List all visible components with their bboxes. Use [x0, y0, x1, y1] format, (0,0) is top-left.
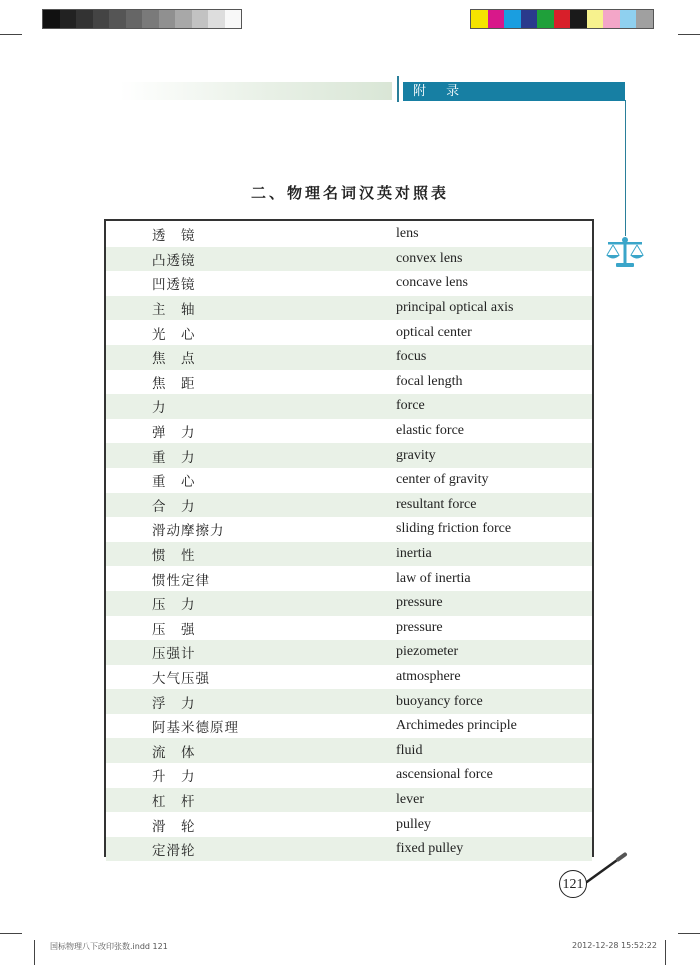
calibration-swatch [570, 10, 587, 28]
calibration-swatch [60, 10, 77, 28]
footer-timestamp: 2012-12-28 15:52:22 [572, 941, 657, 950]
chinese-term: 浮 力 [152, 695, 196, 712]
calibration-swatch [208, 10, 225, 28]
english-term: resultant force [396, 496, 477, 512]
table-row [106, 468, 592, 493]
english-term: pressure [396, 595, 443, 611]
crop-mark [0, 34, 22, 35]
table-row [106, 222, 592, 247]
table-row [106, 419, 592, 444]
chinese-term: 光 心 [152, 326, 196, 343]
chinese-term: 大气压强 [152, 670, 210, 687]
table-row [106, 837, 592, 862]
english-term: concave lens [396, 275, 468, 291]
calibration-swatch [537, 10, 554, 28]
table-row [106, 320, 592, 345]
table-row [106, 616, 592, 641]
calibration-swatch [471, 10, 488, 28]
english-term: focal length [396, 373, 463, 389]
chinese-term: 阿基米德原理 [152, 720, 239, 737]
english-term: force [396, 398, 425, 414]
table-row [106, 665, 592, 690]
table-row [106, 394, 592, 419]
english-term: piezometer [396, 644, 459, 660]
english-term: convex lens [396, 250, 463, 266]
section-header-tab: 附 录 [403, 82, 625, 101]
english-term: fixed pulley [396, 841, 464, 857]
chinese-term: 压 力 [152, 597, 196, 614]
header-separator [397, 76, 399, 102]
chinese-term: 滑 轮 [152, 818, 196, 835]
calibration-swatch [488, 10, 505, 28]
english-term: center of gravity [396, 472, 489, 488]
calibration-swatch [504, 10, 521, 28]
calibration-swatch [603, 10, 620, 28]
calibration-swatch [159, 10, 176, 28]
table-row [106, 640, 592, 665]
english-term: fluid [396, 742, 423, 758]
footer-filename: 国标物理八下改印张数.indd 121 [50, 942, 168, 951]
table-row [106, 566, 592, 591]
side-rule [625, 100, 626, 236]
table-row [106, 689, 592, 714]
crop-mark [0, 933, 22, 934]
calibration-swatch [554, 10, 571, 28]
calibration-swatch [620, 10, 637, 28]
english-term: pulley [396, 816, 431, 832]
calibration-swatch [109, 10, 126, 28]
calibration-swatch [76, 10, 93, 28]
glossary-table [104, 219, 594, 860]
calibration-swatch [521, 10, 538, 28]
calibration-swatch [175, 10, 192, 28]
page-number: 121 [559, 870, 587, 898]
table-row [106, 493, 592, 518]
calibration-swatch [225, 10, 242, 28]
chinese-term: 重 心 [152, 474, 196, 491]
crop-mark [678, 34, 700, 35]
english-term: optical center [396, 324, 472, 340]
chinese-term: 凸透镜 [152, 252, 196, 269]
english-term: lever [396, 791, 424, 807]
header-gradient-band [120, 82, 392, 100]
chinese-term: 合 力 [152, 498, 196, 515]
page-title: 二、物理名词汉英对照表 [250, 184, 449, 202]
crop-mark [665, 940, 666, 965]
calibration-swatch [43, 10, 60, 28]
english-term: Archimedes principle [396, 718, 517, 734]
chinese-term: 主 轴 [152, 302, 196, 319]
chinese-term: 杠 杆 [152, 793, 196, 810]
table-row [106, 443, 592, 468]
calibration-swatch [636, 10, 653, 28]
table-row [106, 296, 592, 321]
english-term: elastic force [396, 423, 465, 439]
chinese-term: 惯 性 [152, 548, 196, 565]
english-term: buoyancy force [396, 693, 483, 709]
chinese-term: 力 [152, 400, 167, 417]
table-row [106, 591, 592, 616]
chinese-term: 滑动摩擦力 [152, 523, 225, 540]
chinese-term: 弹 力 [152, 425, 196, 442]
english-term: inertia [396, 546, 432, 562]
calibration-swatch [126, 10, 143, 28]
table-row [106, 812, 592, 837]
color-calibration-bar [470, 9, 654, 29]
chinese-term: 凹透镜 [152, 277, 196, 294]
english-term: gravity [396, 447, 436, 463]
table-row [106, 542, 592, 567]
calibration-swatch [142, 10, 159, 28]
english-term: pressure [396, 619, 443, 635]
table-row [106, 345, 592, 370]
chinese-term: 惯性定律 [152, 572, 210, 589]
english-term: law of inertia [396, 570, 471, 586]
table-row [106, 370, 592, 395]
crop-mark [34, 940, 35, 965]
gray-calibration-bar [42, 9, 242, 29]
table-row [106, 738, 592, 763]
chinese-term: 流 体 [152, 744, 196, 761]
calibration-swatch [587, 10, 604, 28]
table-row [106, 517, 592, 542]
english-term: focus [396, 349, 427, 365]
table-row [106, 763, 592, 788]
english-term: atmosphere [396, 668, 461, 684]
chinese-term: 压 强 [152, 621, 196, 638]
chinese-term: 焦 点 [152, 351, 196, 368]
chinese-term: 升 力 [152, 769, 196, 786]
balance-scale-icon [604, 236, 646, 270]
pen-icon [580, 852, 628, 888]
table-row [106, 247, 592, 272]
english-term: sliding friction force [396, 521, 512, 537]
english-term: ascensional force [396, 767, 493, 783]
calibration-swatch [192, 10, 209, 28]
english-term: lens [396, 226, 419, 242]
crop-mark [678, 933, 700, 934]
chinese-term: 压强计 [152, 646, 196, 663]
chinese-term: 焦 距 [152, 375, 196, 392]
table-row [106, 714, 592, 739]
chinese-term: 透 镜 [152, 228, 196, 245]
table-row [106, 271, 592, 296]
english-term: principal optical axis [396, 300, 514, 316]
chinese-term: 重 力 [152, 449, 196, 466]
table-row [106, 788, 592, 813]
calibration-swatch [93, 10, 110, 28]
chinese-term: 定滑轮 [152, 843, 196, 860]
